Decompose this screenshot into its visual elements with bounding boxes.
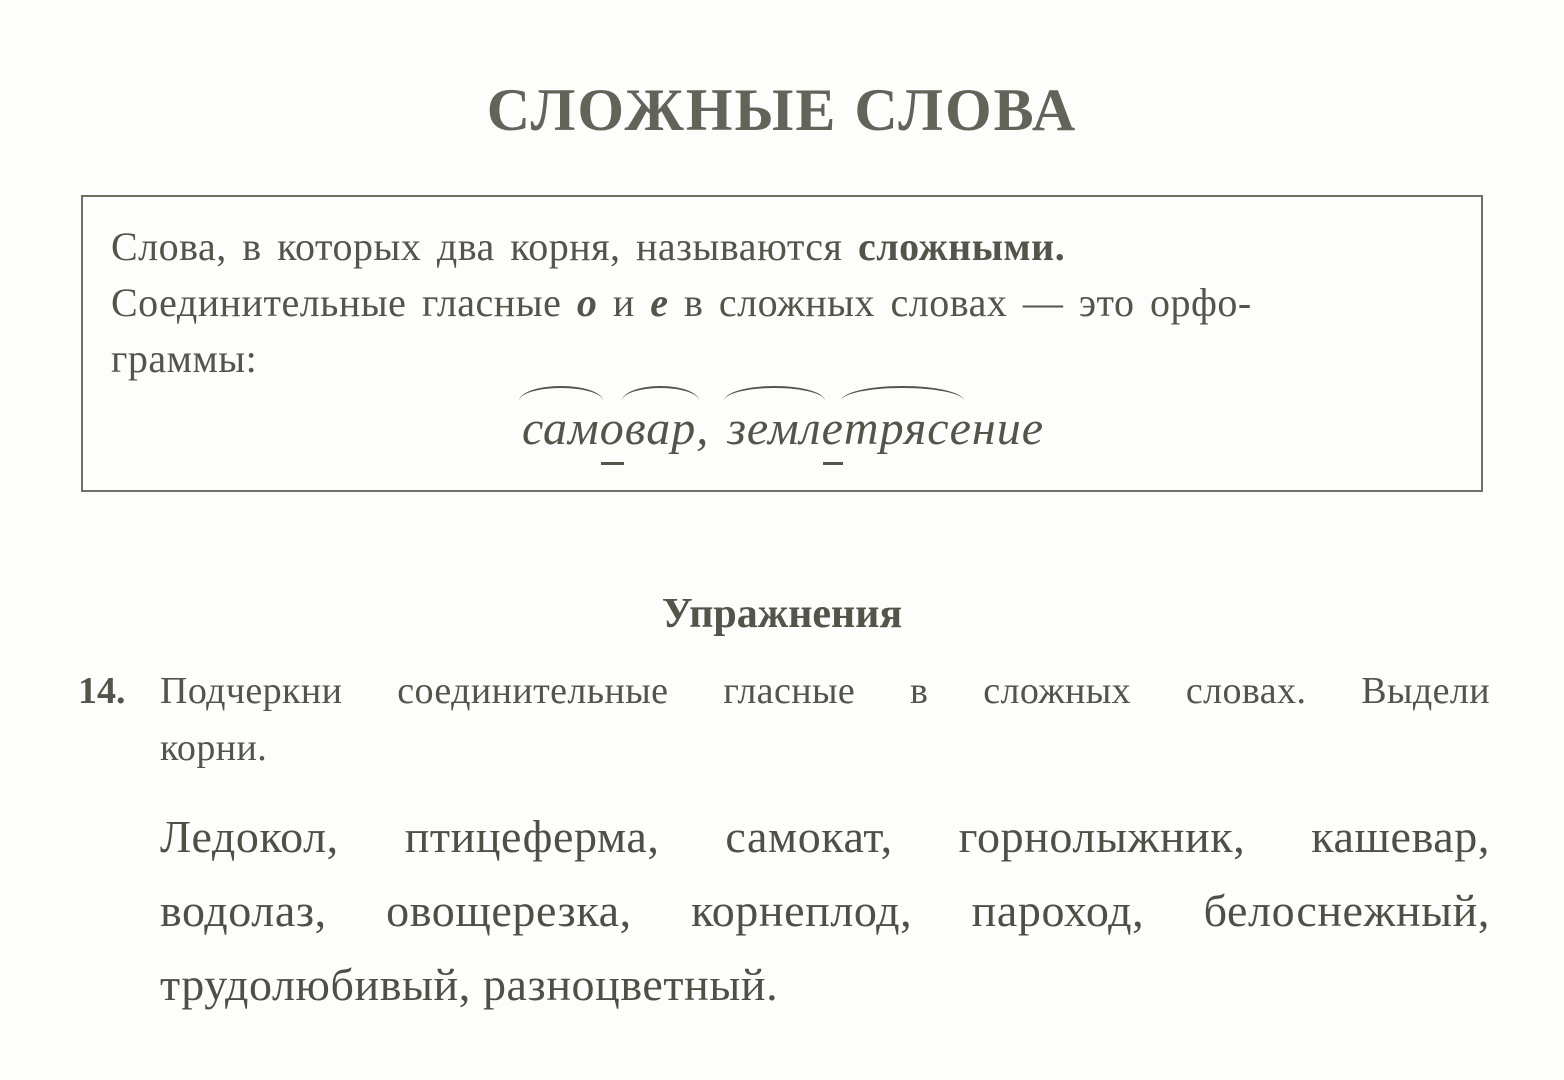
root-text: тряс bbox=[843, 402, 950, 455]
exercise-instruction bbox=[160, 663, 1490, 777]
root-text: вар bbox=[624, 402, 697, 455]
word-list-line: Ледокол, птицеферма, самокат, горнолыжник, кашевар, bbox=[160, 811, 1490, 862]
word-tail-text: ение bbox=[949, 402, 1044, 455]
connecting-vowel-text: е bbox=[821, 402, 844, 455]
rule-line2-pre: Соединительные гласные bbox=[111, 280, 577, 325]
exercise-number: 14. bbox=[78, 670, 126, 712]
root-text: земл bbox=[727, 402, 822, 455]
connecting-vowel-o: о bbox=[576, 280, 598, 325]
connecting-vowel bbox=[822, 401, 844, 456]
example-word-zemletryasenie bbox=[727, 401, 1044, 456]
connecting-vowel-underline bbox=[823, 462, 843, 465]
root-arc-mark bbox=[622, 386, 700, 401]
page-title: СЛОЖНЫЕ СЛОВА bbox=[486, 77, 1078, 143]
instruction-line: корни. bbox=[160, 727, 268, 769]
connecting-vowel-e: е bbox=[650, 280, 669, 325]
word-root bbox=[727, 401, 821, 456]
root-arc-mark bbox=[519, 386, 603, 401]
rule-box bbox=[81, 195, 1483, 492]
rule-line3-text: граммы: bbox=[111, 336, 258, 381]
word-root bbox=[844, 401, 950, 456]
word-list-line: трудолюбивый, разноцветный. bbox=[160, 959, 779, 1010]
exercise-14 bbox=[78, 663, 1490, 777]
rule-line1-text: Слова, в которых два корня, называются bbox=[111, 224, 858, 269]
rule-line2-post: в сложных словах — это орфо- bbox=[668, 280, 1252, 325]
word-list-line: водолаз, овощерезка, корнеплод, пароход, белоснежный, bbox=[160, 885, 1490, 936]
rule-paragraph bbox=[111, 219, 1455, 387]
instruction-line: Подчеркни соединительные гласные в сложных словах. Выдели bbox=[160, 670, 1490, 712]
rule-line1-term: сложными. bbox=[857, 224, 1066, 269]
connecting-vowel bbox=[600, 401, 625, 456]
root-text: сам bbox=[521, 402, 600, 455]
connecting-vowel-text: о bbox=[599, 402, 625, 455]
rule-line2-mid: и bbox=[597, 280, 651, 325]
word-list bbox=[160, 800, 1490, 1022]
example-word-samovar bbox=[522, 401, 709, 456]
word-root bbox=[522, 401, 600, 456]
example-words bbox=[111, 401, 1455, 456]
separator-comma: , bbox=[696, 402, 710, 455]
root-arc-mark bbox=[841, 386, 964, 401]
exercises-heading: Упражнения bbox=[661, 591, 903, 637]
connecting-vowel-underline bbox=[601, 462, 624, 465]
root-arc-mark bbox=[724, 386, 824, 401]
word-root bbox=[625, 401, 697, 456]
